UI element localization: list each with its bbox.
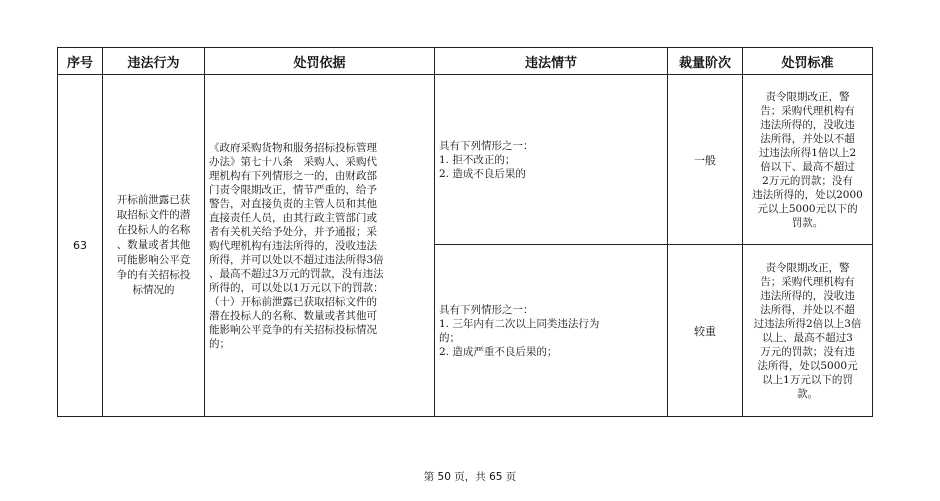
row-number: 63	[58, 75, 103, 417]
table-row	[58, 75, 873, 245]
violation-text: 开标前泄露已获 取招标文件的潜 在投标人的名称 、数量或者其他 可能影响公平竞 争的有关招标投 标情况的	[103, 75, 205, 417]
header-standard: 处罚标准	[743, 48, 873, 75]
basis-text: 《政府采购货物和服务招标投标管理 办法》第七十八条 采购人、采购代 理机构有下列情形之一的，由财政部 门责令限期改正，情节严重的，给予 警告，对直接负责的主管人员和其他 直接责任人员，由其行政主管部门或 者有关机关给予处分，并予通报；采 购代理机构有违法所得的，没收违法 所得，并可以处以不超过违法所得3倍 、最高不超过3万元的罚款，没有违法 所得的，可以处以1万元以下的罚款： （十）开标前泄露已获取招标文件的 潜在投标人的名称、数量或者其他可 能影响公平竞争的有关招标投标情况 的；	[205, 75, 435, 417]
circumstance-serious: 具有下列情形之一： 1. 三年内有二次以上同类违法行为 的； 2. 造成严重不良后果的；	[435, 245, 668, 417]
header-number: 序号	[58, 48, 103, 75]
header-row	[58, 48, 873, 75]
level-serious: 较重	[668, 245, 743, 417]
penalty-table	[57, 47, 873, 417]
header-circumstance: 违法情节	[435, 48, 668, 75]
standard-general: 责令限期改正，警 告；采购代理机构有 违法所得的，没收违 法所得，并处以不超 过违法所得1倍以上2 倍以下、最高不超过 2万元的罚款；没有 违法所得的，处以2000 元以上5000元以下的 罚款。	[743, 75, 873, 245]
header-violation: 违法行为	[103, 48, 205, 75]
circumstance-general: 具有下列情形之一： 1. 拒不改正的； 2. 造成不良后果的	[435, 75, 668, 245]
standard-serious: 责令限期改正，警 告；采购代理机构有 违法所得的，没收违 法所得，并处以不超 过违法所得2倍以上3倍 以上、最高不超过3 万元的罚款；没有违 法所得，处以5000元 以上1万元以下的罚 款。	[743, 245, 873, 417]
level-general: 一般	[668, 75, 743, 245]
page-footer: 第 50 页，共 65 页	[423, 471, 517, 483]
header-level: 裁量阶次	[668, 48, 743, 75]
header-basis: 处罚依据	[205, 48, 435, 75]
